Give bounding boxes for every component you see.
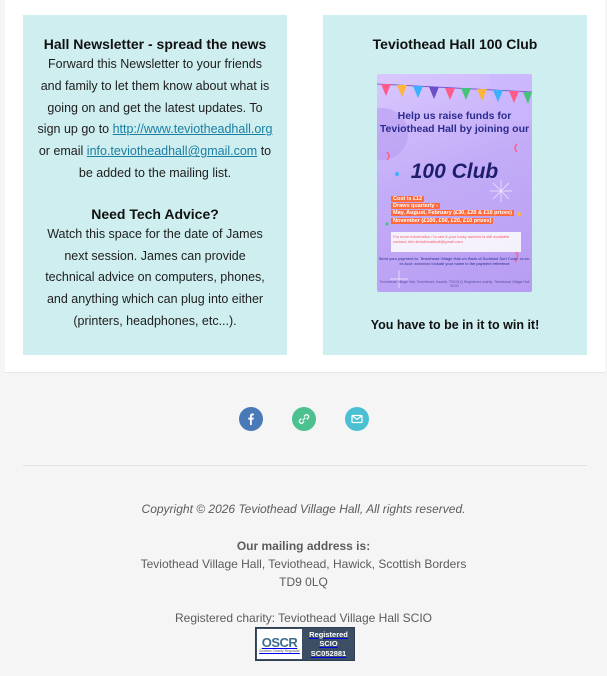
footer-divider — [23, 465, 587, 466]
poster-prizes — [391, 196, 523, 225]
poster-info: For more information / to see if your lucky number is still available contact: info.teviotheadhall@gmail.com — [391, 232, 521, 252]
tech-line: Watch this space for the date of James — [47, 226, 263, 241]
website-link[interactable]: http://www.teviotheadhall.org — [112, 122, 273, 137]
link-icon — [298, 413, 310, 425]
tech-line: and anything which can plug into either — [46, 292, 264, 307]
newsletter-line — [23, 119, 287, 141]
poster-cost: Cost is £12 — [393, 196, 423, 202]
address-line: Teviothead Village Hall, Teviothead, Hawick, Scottish Borders — [140, 557, 467, 571]
email-icon — [351, 413, 363, 425]
poster-november: November (£100, £50, £20, £10 prizes) — [393, 217, 492, 224]
badge-registered: Registered — [309, 629, 348, 639]
badge-number: SC052881 — [310, 648, 347, 658]
email-share-button[interactable] — [345, 407, 369, 431]
tech-title: Need Tech Advice? — [91, 205, 219, 222]
newsletter-signup-text: sign up go to — [37, 122, 113, 137]
newsletter-line: and family to let them know about what is — [40, 78, 270, 93]
newsletter-line: be added to the mailing list. — [78, 165, 232, 180]
oscr-registration — [303, 628, 354, 660]
tech-line: (printers, headphones, etc...). — [73, 313, 237, 328]
club-title: Teviothead Hall 100 Club — [372, 36, 538, 52]
newsletter-email-suffix: to — [257, 144, 272, 159]
club-tagline: You have to be in it to win it! — [370, 318, 540, 332]
tech-line: technical advice on computers, phones, — [45, 270, 265, 285]
copyright-text: Copyright © 2026 Teviothead Village Hall, All rights reserved. — [141, 502, 466, 516]
facebook-share-button[interactable] — [239, 407, 263, 431]
newsletter-line — [23, 141, 287, 163]
copy-link-button[interactable] — [292, 407, 316, 431]
club-poster[interactable] — [377, 74, 532, 292]
address-title: Our mailing address is: — [236, 539, 371, 553]
poster-footer: Teviothead Village Hall, Teviothead, Hawick, TD9 0LQ Registered charity: Teviothead Village Hall SCIO — [379, 280, 530, 288]
tech-line: next session. James can provide — [64, 248, 246, 263]
poster-big-title: 100 Club — [410, 160, 499, 183]
newsletter-card — [23, 15, 287, 355]
newsletter-title: Hall Newsletter - spread the news — [43, 36, 267, 52]
oscr-logo-subtext: Scottish Charity Regulator — [259, 648, 300, 653]
badge-type: SCIO — [319, 639, 338, 649]
poster-draws: Draws quarterly - — [393, 203, 438, 210]
newsletter-line: Forward this Newsletter to your friends — [48, 57, 262, 71]
poster-headline: Help us raise funds for Teviothead Hall by joining our — [379, 110, 530, 135]
oscr-badge[interactable] — [255, 627, 355, 661]
club-card — [323, 15, 587, 355]
email-link[interactable]: info.teviotheadhall@gmail.com — [86, 144, 258, 159]
charity-text: Registered charity: Teviothead Village Hall SCIO — [174, 611, 433, 625]
spacer — [23, 185, 287, 205]
facebook-icon — [245, 413, 257, 425]
newsletter-email-text: or email — [38, 144, 87, 159]
oscr-logo-text: OSCR — [261, 634, 298, 650]
newsletter-line: going on and get the latest updates. To — [47, 100, 263, 115]
postcode: TD9 0LQ — [279, 575, 328, 589]
oscr-logo — [256, 628, 303, 660]
poster-payment: Send your payment to: Teviothead Village Hall c/o Bank of Scotland Sort Code: xx-xx-xx Acct: xxxxxxxx Include your name in the payment reference — [378, 256, 531, 266]
poster-draw-months: May, August, February (£30, £20 & £10 prizes) — [393, 210, 512, 217]
